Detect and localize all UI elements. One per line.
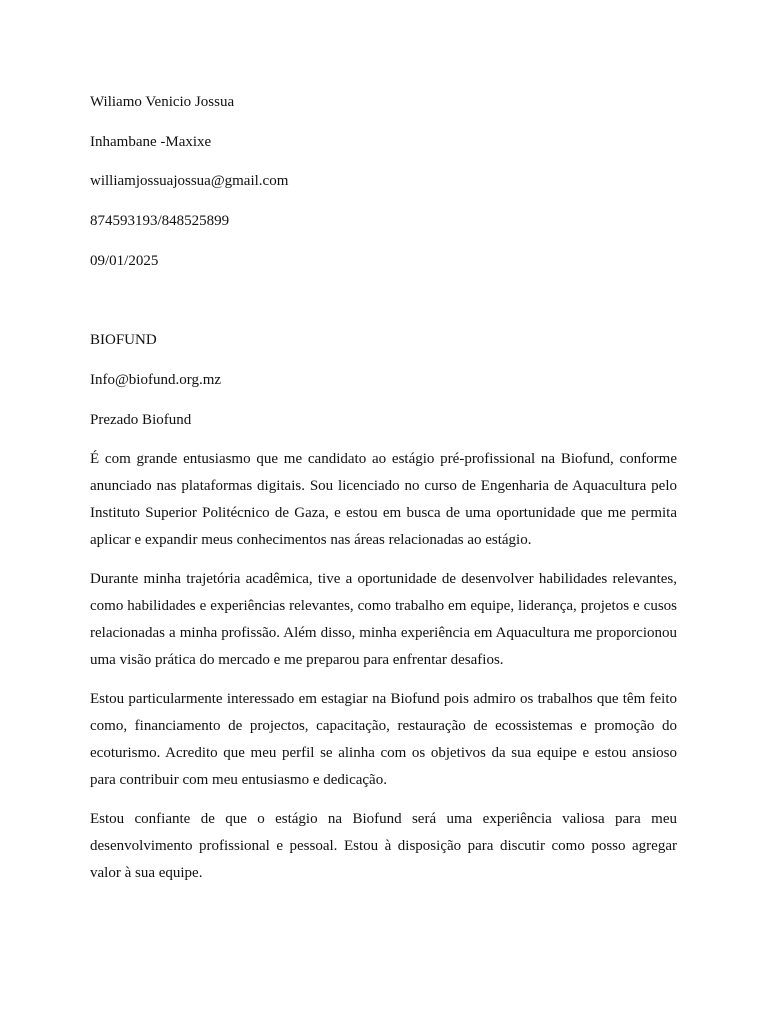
body-paragraph-2: Durante minha trajetória acadêmica, tive a oportunidade de desenvolver habilidades relevantes, como habilidades e experiências relevantes, como trabalho em equipe, liderança, projetos e cusos relacionadas a minha profissão. Além disso, minha experiência em Aquacultura me proporcionou uma visão prática do mercado e me preparou para enfrentar desafios. [90,571,677,668]
sender-email: williamjossuajossua@gmail.com [90,173,289,189]
salutation: Prezado Biofund [90,412,192,428]
recipient-email: Info@biofund.org.mz [90,372,222,388]
body-paragraph-1: É com grande entusiasmo que me candidato ao estágio pré-profissional na Biofund, conforme anunciado nas plataformas digitais. Sou licenciado no curso de Engenharia de Aquacultura pelo Instituto Superior Politécnico de Gaza, e estou em busca de uma oportunidade que me permita aplicar e expandir meus conhecimentos nas áreas relacionadas ao estágio. [90,451,677,548]
sender-location: Inhambane -Maxixe [90,134,212,150]
letter-date: 09/01/2025 [90,253,159,269]
sender-name: Wiliamo Venicio Jossua [90,94,235,110]
body-paragraph-3: Estou particularmente interessado em estagiar na Biofund pois admiro os trabalhos que têm feito como, financiamento de projectos, capacitação, restauração de ecossistemas e promoção do ecoturismo. Acredito que meu perfil se alinha com os objetivos da sua equipe e estou ansioso para contribuir com meu entusiasmo e dedicação. [90,691,677,788]
recipient-organization: BIOFUND [90,332,157,348]
body-paragraph-4: Estou confiante de que o estágio na Biofund será uma experiência valiosa para meu desenvolvimento profissional e pessoal. Estou à disposição para discutir como posso agregar valor à sua equipe. [90,811,677,881]
sender-phone: 874593193/848525899 [90,213,230,229]
